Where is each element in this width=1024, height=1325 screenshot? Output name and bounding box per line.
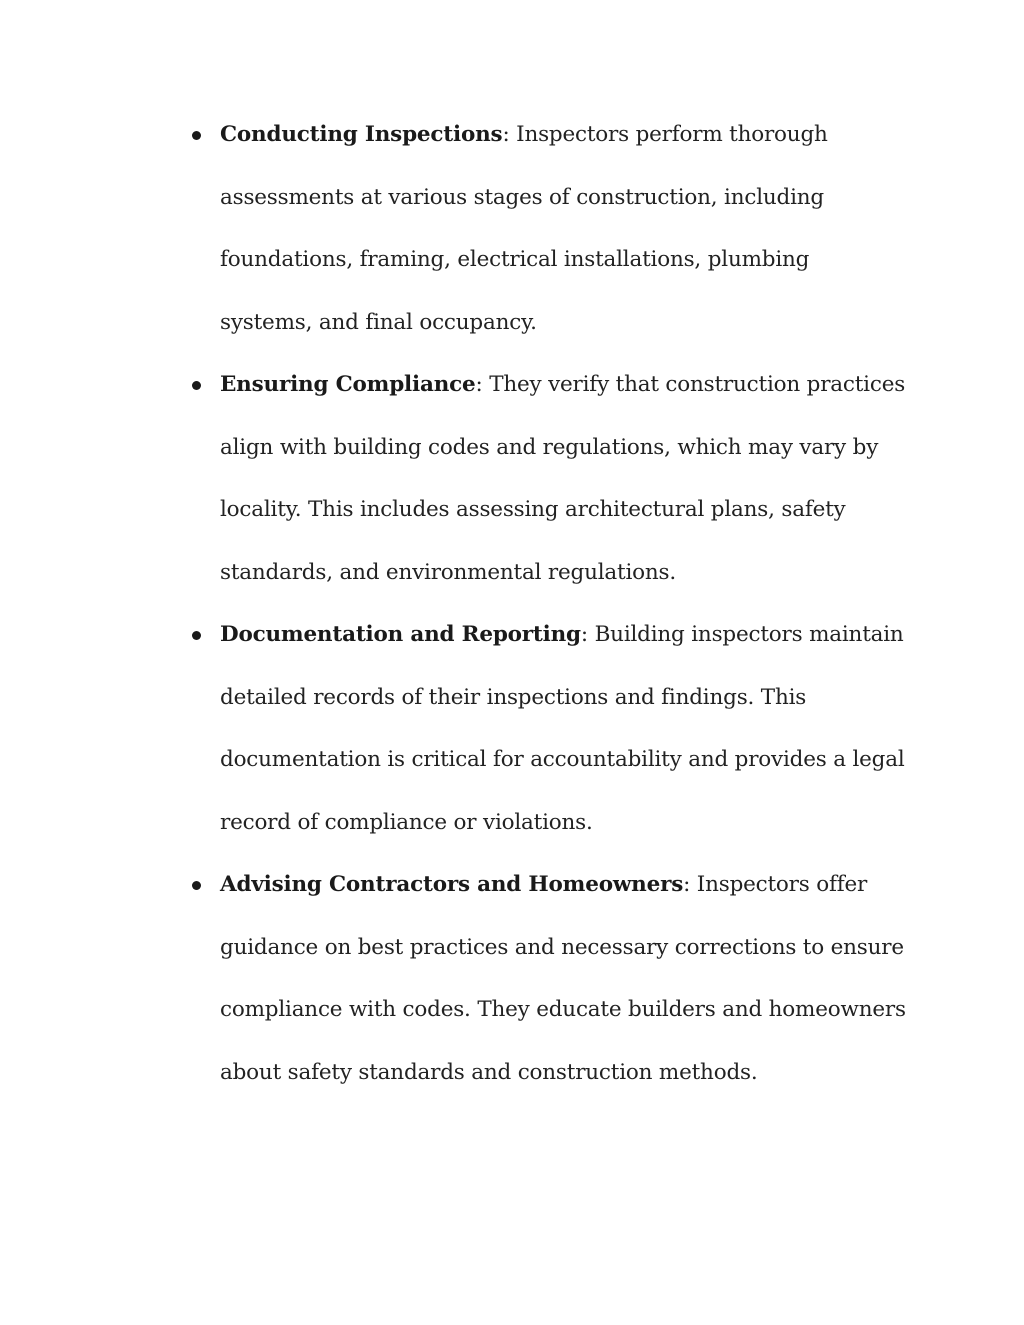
item-term: Advising Contractors and Homeowners (220, 872, 684, 897)
item-separator: : (502, 122, 510, 147)
list-item (188, 854, 908, 1104)
item-term: Ensuring Compliance (220, 372, 476, 397)
bullet-icon (192, 131, 201, 140)
bullet-icon (192, 881, 201, 890)
list-item (188, 104, 908, 354)
bullet-icon (192, 631, 201, 640)
item-separator: : (683, 872, 691, 897)
item-text: Inspectors perform thorough assessments at various stages of construction, including foundations, framing, electrical installations, plumbing systems, and final occupancy. (220, 122, 828, 335)
item-separator: : (580, 622, 588, 647)
item-text: They verify that construction practices align with building codes and regulations, which may vary by locality. This includes assessing architectural plans, safety standards, and environmental regulations. (220, 372, 906, 585)
item-term: Conducting Inspections (220, 122, 503, 147)
list-item (188, 604, 908, 854)
item-text: Inspectors offer guidance on best practices and necessary corrections to ensure compliance with codes. They educate builders and homeowners about safety standards and construction methods. (220, 872, 906, 1085)
list-item (188, 354, 908, 604)
inspector-duties-list (188, 104, 908, 1104)
item-term: Documentation and Reporting (220, 622, 581, 647)
item-separator: : (475, 372, 483, 397)
bullet-icon (192, 381, 201, 390)
item-text: Building inspectors maintain detailed records of their inspections and findings. This documentation is critical for accountability and provides a legal record of compliance or violations. (220, 622, 905, 835)
